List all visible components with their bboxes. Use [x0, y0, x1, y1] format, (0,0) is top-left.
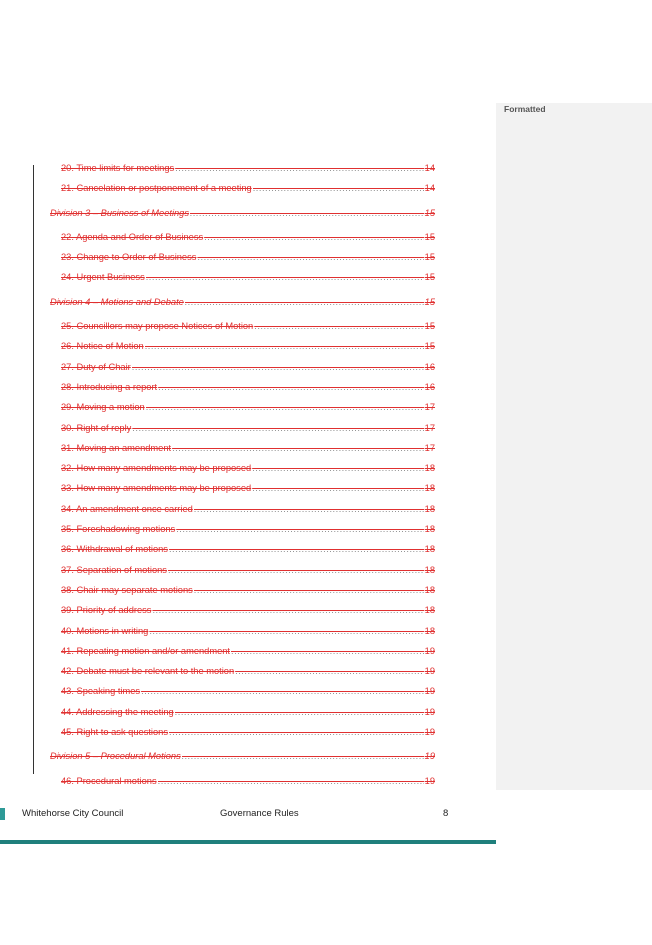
toc-entry-label: Division 5 – Procedural Motions [50, 751, 181, 762]
toc-entry-page: 18 [424, 584, 435, 595]
toc-entry-page: 18 [424, 503, 435, 514]
toc-dot-leader [253, 183, 424, 193]
toc-entry-page: 19 [424, 645, 435, 656]
toc-entry-label: 44. Addressing the meeting [61, 706, 174, 717]
toc-dot-leader [185, 297, 424, 307]
toc-dot-leader [194, 504, 424, 514]
toc-entry-label: Division 4 – Motions and Debate [50, 296, 184, 307]
toc-entry-label: Division 3 – Business of Meetings [50, 207, 190, 218]
page-footer [0, 790, 496, 845]
toc-entry-page: 15 [424, 272, 435, 283]
toc-dot-leader [204, 232, 424, 242]
toc-entry-label: 41. Repeating motion and/or amendment [61, 645, 231, 656]
toc-dot-leader [252, 483, 423, 493]
toc-entry-page: 15 [424, 207, 435, 218]
toc-entry-page: 14 [424, 183, 435, 194]
toc-division-entry[interactable] [50, 751, 435, 771]
toc-entry-page: 18 [424, 605, 435, 616]
toc-dot-leader [146, 272, 424, 282]
toc-entry-page: 16 [424, 381, 435, 392]
toc-entry-page: 18 [424, 564, 435, 575]
toc-entry-label: 29. Moving a motion [61, 402, 145, 413]
toc-entry-label: 39. Priority of address [61, 605, 152, 616]
toc-dot-leader [176, 524, 423, 534]
toc-entry[interactable] [50, 272, 435, 292]
toc-entry-page: 19 [424, 666, 435, 677]
toc-entry-label: 27. Duty of Chair [61, 361, 131, 372]
toc-dot-leader [141, 686, 424, 696]
toc-entry-label: 20. Time limits for meetings [61, 163, 175, 173]
toc-entry[interactable] [50, 423, 435, 443]
toc-entry[interactable] [50, 183, 435, 203]
toc-entry-label: 35. Foreshadowing motions [61, 524, 176, 535]
toc-entry-page: 15 [424, 341, 435, 352]
toc-entry-label: 22. Agenda and Order of Business [61, 231, 204, 242]
toc-dot-leader [132, 423, 423, 433]
toc-dot-leader [235, 666, 424, 676]
toc-entry-label: 23. Change to Order of Business [61, 252, 197, 263]
toc-entry-label: 30. Right of reply [61, 422, 132, 433]
toc-entry[interactable] [50, 605, 435, 625]
toc-dot-leader [145, 341, 424, 351]
toc-entry-label: 46. Procedural motions [61, 775, 157, 786]
toc-entry[interactable] [50, 232, 435, 252]
toc-dot-leader [169, 544, 424, 554]
toc-entry-page: 15 [424, 252, 435, 263]
toc-entry[interactable] [50, 544, 435, 564]
toc-dot-leader [158, 382, 424, 392]
toc-entry-page: 18 [424, 524, 435, 535]
toc-dot-leader [132, 362, 424, 372]
toc-dot-leader [169, 727, 424, 737]
toc-entry-page: 17 [424, 422, 435, 433]
toc-entry[interactable] [50, 707, 435, 727]
toc-entry[interactable] [50, 483, 435, 503]
toc-entry-label: 25. Councillors may propose Notices of Motion [61, 321, 254, 332]
toc-entry[interactable] [50, 252, 435, 272]
toc-entry[interactable] [50, 727, 435, 747]
toc-entry[interactable] [50, 686, 435, 706]
toc-entry[interactable] [50, 463, 435, 483]
toc-entry-label: 26. Notice of Motion [61, 341, 144, 352]
toc-entry[interactable] [50, 321, 435, 341]
toc-dot-leader [197, 252, 423, 262]
toc-division-entry[interactable] [50, 208, 435, 228]
toc-entry-page: 19 [424, 686, 435, 697]
comment-label: Formatted [504, 104, 546, 114]
toc-entry-label: 37. Separation of motions [61, 564, 167, 575]
toc-entry-page: 19 [424, 706, 435, 717]
toc-entry-label: 24. Urgent Business [61, 272, 145, 283]
toc-entry-page: 15 [424, 296, 435, 307]
toc-entry[interactable] [50, 163, 435, 183]
comments-pane [496, 103, 652, 790]
toc-entry-page: 18 [424, 625, 435, 636]
toc-entry-page: 15 [424, 321, 435, 332]
toc-dot-leader [152, 605, 423, 615]
toc-entry[interactable] [50, 646, 435, 666]
toc-entry[interactable] [50, 565, 435, 585]
toc-entry-label: 45. Right to ask questions [61, 727, 168, 738]
toc-entry[interactable] [50, 382, 435, 402]
toc-dot-leader [168, 565, 424, 575]
toc-entry-page: 17 [424, 402, 435, 413]
toc-dot-leader [194, 585, 424, 595]
toc-dot-leader [254, 321, 423, 331]
footer-accent-marker [0, 808, 5, 820]
toc-entry[interactable] [50, 524, 435, 544]
toc-entry-label: 42. Debate must be relevant to the motion [61, 666, 235, 677]
toc-entry[interactable] [50, 626, 435, 646]
toc-entry-page: 18 [424, 463, 435, 474]
toc-entry-page: 17 [424, 442, 435, 453]
toc-dot-leader [149, 626, 423, 636]
toc-entry-label: 32. How many amendments may be proposed [61, 463, 252, 474]
toc-division-entry[interactable] [50, 297, 435, 317]
table-of-contents [50, 163, 435, 845]
toc-entry[interactable] [50, 443, 435, 463]
toc-entry[interactable] [50, 402, 435, 422]
toc-entry-page: 19 [424, 775, 435, 786]
toc-entry[interactable] [50, 504, 435, 524]
toc-entry-label: 33. How many amendments may be proposed [61, 483, 252, 494]
toc-dot-leader [175, 163, 424, 173]
footer-rule [0, 840, 496, 844]
toc-dot-leader [190, 208, 424, 218]
toc-entry-page: 16 [424, 361, 435, 372]
toc-entry[interactable] [50, 666, 435, 686]
toc-entry-label: 43. Speaking times [61, 686, 141, 697]
toc-entry-label: 21. Cancelation or postponement of a meeting [61, 183, 252, 194]
toc-entry[interactable] [50, 341, 435, 361]
toc-entry-page: 15 [424, 231, 435, 242]
toc-entry-page: 19 [424, 727, 435, 738]
toc-entry-label: 28. Introducing a report [61, 381, 158, 392]
toc-entry-label: 36. Withdrawal of motions [61, 544, 168, 555]
toc-entry-page: 18 [424, 483, 435, 494]
toc-entry-label: 38. Chair may separate motions [61, 584, 193, 595]
toc-entry[interactable] [50, 585, 435, 605]
footer-document-title: Governance Rules [220, 808, 299, 819]
toc-entry-page: 19 [424, 751, 435, 762]
footer-organisation: Whitehorse City Council [22, 808, 124, 819]
toc-dot-leader [158, 776, 424, 786]
toc-entry-label: 34. An amendment once carried [61, 503, 193, 514]
footer-page-number: 8 [443, 808, 449, 819]
toc-dot-leader [172, 443, 424, 453]
toc-dot-leader [182, 751, 424, 761]
toc-entry[interactable] [50, 362, 435, 382]
toc-dot-leader [231, 646, 424, 656]
toc-entry-label: 40. Motions in writing [61, 625, 149, 636]
toc-dot-leader [146, 402, 424, 412]
toc-dot-leader [175, 707, 424, 717]
toc-entry-page: 18 [424, 544, 435, 555]
toc-entry-page: 14 [424, 163, 435, 173]
change-bar [33, 165, 34, 774]
toc-dot-leader [252, 463, 423, 473]
toc-entry-label: 31. Moving an amendment [61, 442, 172, 453]
